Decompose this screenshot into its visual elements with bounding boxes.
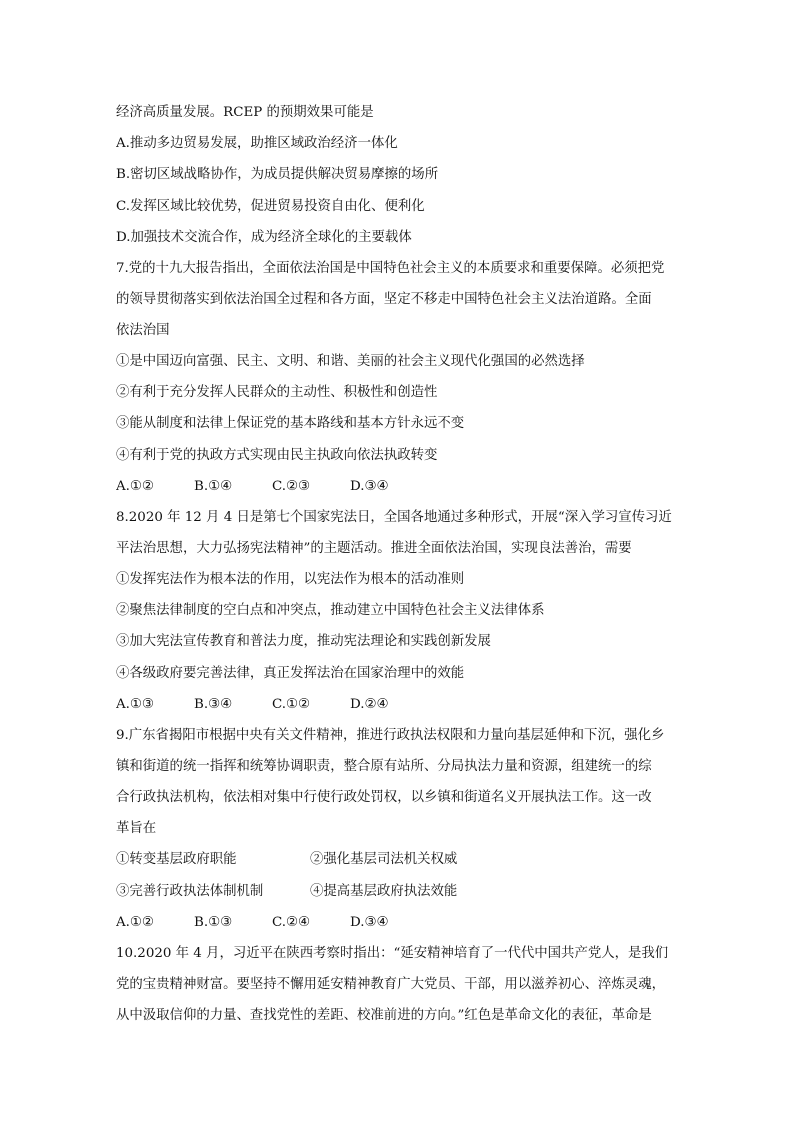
q6-option-d: D.加强技术交流合作，成为经济全球化的主要载体 [116,230,412,245]
q9-statement-4: ④提高基层政府执法效能 [310,884,458,899]
q9-stem-line-4: 革旨在 [116,821,157,836]
q10-stem-line-2: 党的宝贵精神财富。要坚持不懈用延安精神教育广大党员、干部，用以滋养初心、淬炼灵魂， [116,977,666,992]
q7-option-d: D.③④ [350,479,389,494]
q8-option-a: A.①③ [116,697,154,712]
q8-statement-4: ④各级政府要完善法律，真正发挥法治在国家治理中的效能 [116,666,465,681]
q9-options [116,913,684,933]
q9-option-a: A.①② [116,915,154,930]
q7-statement-3: ③能从制度和法律上保证党的基本路线和基本方针永远不变 [116,416,465,431]
q9-statements-row-1 [116,850,684,870]
q7-statement-2: ②有利于充分发挥人民群众的主动性、积极性和创造性 [116,385,438,400]
q10-stem-line-3: 从中汲取信仰的力量、查找党性的差距、校准前进的方向。”红色是革命文化的表征，革命是 [116,1008,652,1023]
q7-options [116,477,684,497]
q9-statement-2: ②强化基层司法机关权威 [310,852,458,867]
q9-stem-line-3: 合行政执法机构，依法相对集中行使行政处罚权，以乡镇和街道名义开展执法工作。这一改 [116,790,652,805]
q8-option-d: D.②④ [350,697,389,712]
q6-option-c: C.发挥区域比较优势，促进贸易投资自由化、便利化 [116,199,425,214]
q7-option-b: B.①④ [194,479,233,494]
q7-statement-1: ①是中国迈向富强、民主、文明、和谐、美丽的社会主义现代化强国的必然选择 [116,354,585,369]
q9-option-d: D.③④ [350,915,389,930]
q7-stem-line-2: 的领导贯彻落实到依法治国全过程和各方面，坚定不移走中国特色社会主义法治道路。全面 [116,292,652,307]
q8-stem-line-1: 8.2020 年 12 月 4 日是第七个国家宪法日，全国各地通过多种形式，开展“深入学习宣传习近 [116,510,672,525]
q9-option-c: C.②④ [272,915,311,930]
q8-statement-3: ③加大宪法宣传教育和普法力度，推动宪法理论和实践创新发展 [116,634,491,649]
q9-stem-line-2: 镇和街道的统一指挥和统筹协调职责，整合原有站所、分局执法力量和资源，组建统一的综 [116,759,652,774]
q6-option-b: B.密切区域战略协作，为成员提供解决贸易摩擦的场所 [116,167,439,182]
q8-statement-1: ①发挥宪法作为根本法的作用，以宪法作为根本的活动准则 [116,572,465,587]
q8-options [116,695,684,715]
q9-stem-line-1: 9.广东省揭阳市根据中央有关文件精神，推进行政执法权限和力量向基层延伸和下沉，强化乡 [116,728,665,743]
q7-option-a: A.①② [116,479,154,494]
q7-stem-line-3: 依法治国 [116,323,170,338]
q8-option-b: B.③④ [194,697,233,712]
q10-stem-line-1: 10.2020 年 4 月，习近平在陕西考察时指出：“延安精神培育了一代代中国共产党人，是我们 [116,946,669,961]
q6-option-a: A.推动多边贸易发展，助推区域政治经济一体化 [116,136,398,151]
q8-statement-2: ②聚焦法律制度的空白点和冲突点，推动建立中国特色社会主义法律体系 [116,603,545,618]
q8-option-c: C.①② [272,697,311,712]
q9-statement-1: ①转变基层政府职能 [116,852,237,867]
q9-statement-3: ③完善行政执法体制机制 [116,884,264,899]
q7-stem-line-1: 7.党的十九大报告指出，全面依法治国是中国特色社会主义的本质要求和重要保障。必须把党 [116,261,665,276]
q9-statements-row-2 [116,882,684,902]
q9-option-b: B.①③ [194,915,233,930]
q7-option-c: C.②③ [272,479,311,494]
q7-statement-4: ④有利于党的执政方式实现由民主执政向依法执政转变 [116,448,438,463]
q8-stem-line-2: 平法治思想，大力弘扬宪法精神”的主题活动。推进全面依法治国，实现良法善治，需要 [116,541,632,556]
q6-stem-continuation: 经济高质量发展。RCEP 的预期效果可能是 [116,105,374,120]
